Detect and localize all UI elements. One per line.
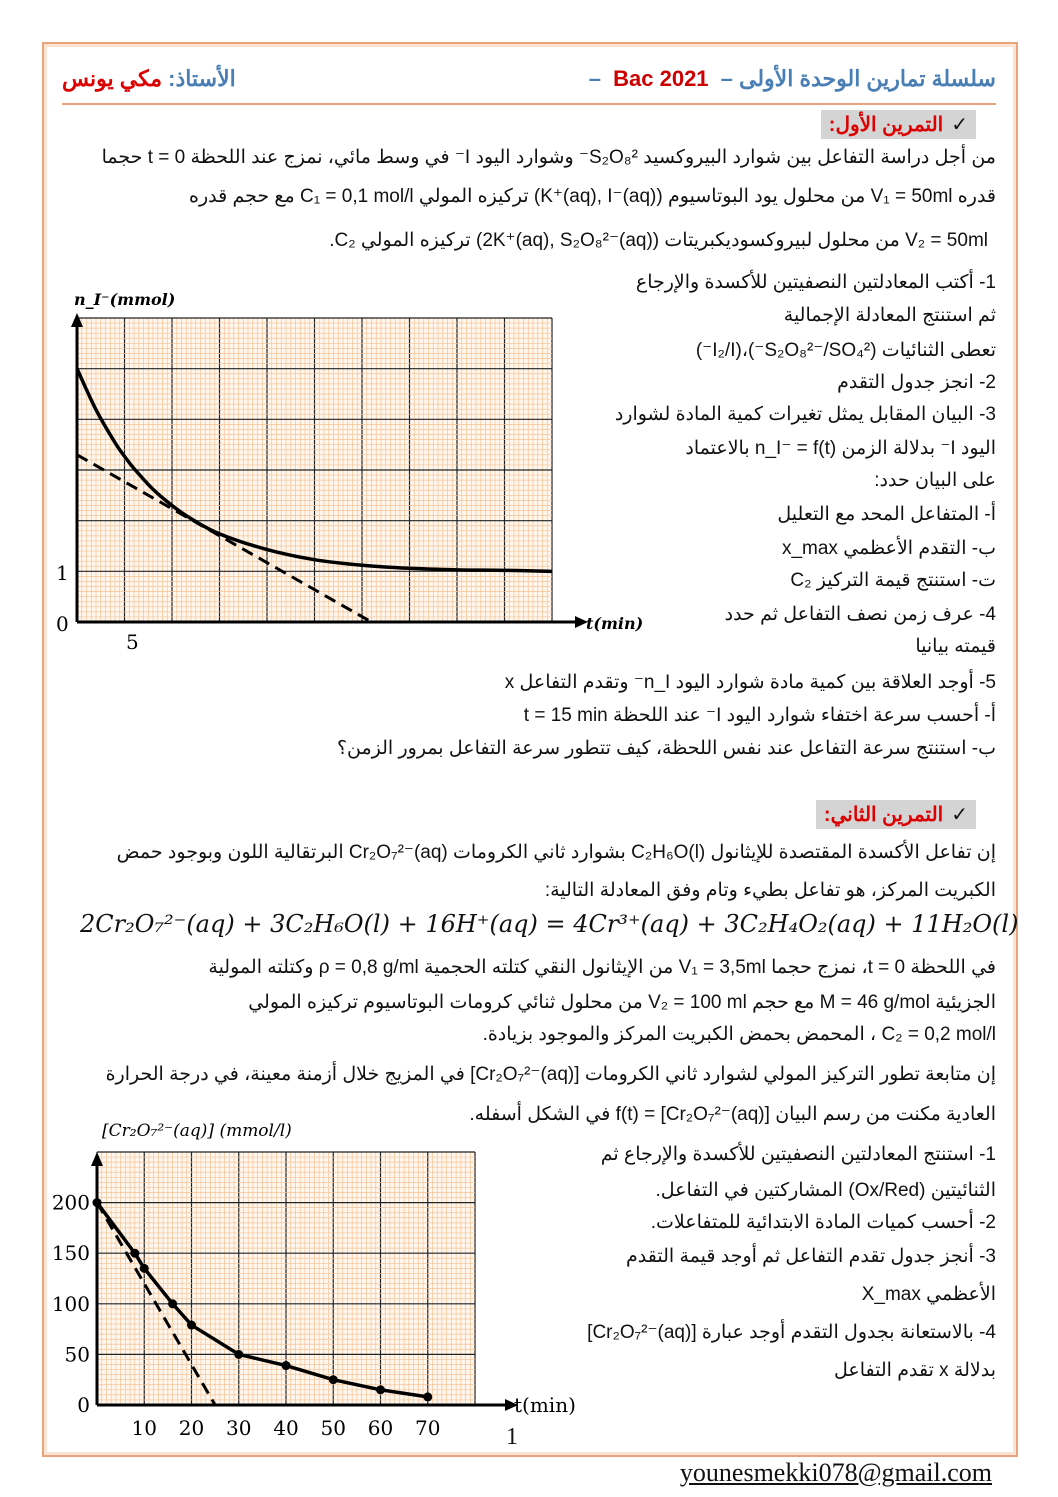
chart1-x-tick-5: 5 [126, 630, 139, 654]
ex1-question: تعطى الثنائيات (S₂O₈²⁻/SO₄²⁻)،(I₂/I⁻) [695, 340, 996, 361]
ex1-question: أ- أحسب سرعة اختفاء شوارد اليود I⁻ عند اللحظة t = 15 min [523, 705, 996, 726]
ex2-question: 4- بالاستعانة بجدول التقدم أوجد عبارة [Cr₂O₇²⁻(aq)] [587, 1322, 996, 1343]
data-point [130, 1249, 139, 1258]
x-tick-label: 10 [131, 1416, 157, 1440]
exercise2-heading [816, 800, 976, 829]
x-tick-label: 50 [320, 1416, 346, 1440]
ex1-question: على البيان حدد: [874, 470, 996, 491]
ex1-question: 3- البيان المقابل يمثل تغيرات كمية المادة لشوارد [614, 404, 996, 425]
data-point [140, 1264, 149, 1273]
exercise1-title: التمرين الأول: [828, 114, 944, 136]
ex1-question: 1- أكتب المعادلتين النصفيتين للأكسدة والإرجاع [635, 272, 996, 293]
author-name: مكي يونس [62, 66, 163, 91]
ex1-question: ب- التقدم الأعظمي x_max [781, 538, 996, 559]
ex1-intro-line: من أجل دراسة التفاعل بين شوارد البيروكسيد S₂O₈²⁻ وشوارد اليود I⁻ في وسط مائي، نمزج عند اللحظة t = 0 حجما [101, 147, 996, 168]
y-tick-label: 50 [64, 1342, 90, 1367]
ex1-question: اليود I⁻ بدلالة الزمن n_I⁻ = f(t) بالاعتماد [685, 438, 996, 459]
chart1-x-label: t(min) [586, 614, 644, 633]
ex1-question: 5- أوجد العلاقة بين كمية مادة شوارد اليود n_I⁻ وتقدم التفاعل x [504, 672, 996, 693]
ex2-data-line: الجزيئية M = 46 g/mol مع حجم V₂ = 100 ml من محلول ثنائي كرومات البوتاسيوم تركيزه المولي [248, 992, 996, 1013]
check-icon: ✓ [951, 804, 968, 826]
ex1-question: أ- المتفاعل المحد مع التعليل [777, 504, 996, 525]
header-divider [62, 103, 996, 105]
chart1-y-label: n_I⁻(mmol) [74, 290, 176, 309]
data-point [187, 1321, 196, 1330]
title-dash: – [588, 66, 601, 91]
x-tick-label: 30 [226, 1416, 252, 1440]
data-point [376, 1385, 385, 1394]
ex2-question: 3- أنجز جدول تقدم التفاعل ثم أوجد قيمة التقدم [626, 1246, 996, 1267]
title-bac: Bac 2021 [613, 66, 709, 91]
ex2-question: 2- أحسب كميات المادة الابتدائية للمتفاعلات. [650, 1212, 996, 1233]
y-tick-label: 100 [51, 1291, 90, 1316]
data-point [423, 1392, 432, 1401]
document-title [589, 66, 996, 92]
chart-dichromate-concentration [40, 1110, 600, 1450]
ex2-intro-line: الكبريت المركز، هو تفاعل بطيء وتام وفق المعادلة التالية: [544, 880, 996, 901]
ex2-data-line: C₂ = 0,2 mol/l ، المحمض بحمض الكبريت المركز والموجود بزيادة. [482, 1024, 996, 1045]
ex2-data-line: في اللحظة t = 0، نمزج حجما V₁ = 3,5ml من الإيثانول النقي كتلته الحجمية ρ = 0,8 g/ml وكتلته المولية [208, 957, 996, 978]
chart1-grid [77, 318, 552, 622]
ex1-question: 2- انجز جدول التقدم [837, 372, 996, 393]
ex1-intro-line: قدره V₁ = 50ml من محلول يود البوتاسيوم (K⁺(aq), I⁻(aq)) تركيزه المولي C₁ = 0,1 mol/l مع حجم قدره [189, 186, 996, 207]
data-point [234, 1350, 243, 1359]
ex1-question: 4- عرف زمن نصف التفاعل ثم حدد [724, 604, 996, 625]
chart1-origin-label: 0 [56, 612, 69, 636]
author-label: الأستاذ: [168, 66, 236, 91]
data-point [329, 1375, 338, 1384]
page-number: 1 [506, 1424, 518, 1450]
ex2-question: الأعظمي X_max [861, 1284, 996, 1305]
ex2-data-line: إن متابعة تطور التركيز المولي لشوارد ثاني الكرومات [Cr₂O₇²⁻(aq)] في المزيج خلال أزمنة معينة، في درجة الحرارة [105, 1064, 996, 1085]
chart1-y-tick-1: 1 [56, 561, 69, 585]
data-point [282, 1361, 291, 1370]
x-tick-label: 20 [178, 1416, 205, 1440]
ex1-question: قيمته بيانيا [915, 636, 996, 657]
chart2-y-label: [Cr₂O₇²⁻(aq)] (mmol/l) [102, 1121, 292, 1141]
x-tick-label: 40 [273, 1416, 299, 1440]
x-tick-label: 70 [415, 1416, 441, 1440]
ex2-data-line: العادية مكنت من رسم البيان [Cr₂O₇²⁻(aq)] = f(t) في الشكل أسفله. [469, 1104, 996, 1125]
ex1-intro-line: V₂ = 50ml من محلول لبيروكسوديكبريتات (2K⁺(aq), S₂O₈²⁻(aq)) تركيزه المولي C₂. [329, 230, 988, 251]
ex1-question: ت- استنتج قيمة التركيز C₂ [790, 570, 996, 591]
data-point [168, 1299, 177, 1308]
chart2-x-label: t(min) [514, 1393, 576, 1417]
title-text: سلسلة تمارين الوحدة الأولى – [720, 66, 996, 91]
exercise2-title: التمرين الثاني: [823, 804, 944, 826]
ex2-question: 1- استنتج المعادلتين النصفيتين للأكسدة والإرجاع ثم [600, 1144, 996, 1165]
y-tick-label: 150 [51, 1241, 90, 1266]
y-tick-label: 0 [77, 1393, 90, 1417]
x-tick-label: 60 [367, 1416, 394, 1440]
ex1-question: ب- استنتج سرعة التفاعل عند نفس اللحظة، كيف تتطور سرعة التفاعل بمرور الزمن؟ [336, 738, 996, 759]
chart-iodide-amount [40, 285, 644, 660]
ex1-question: ثم استنتج المعادلة الإجمالية [783, 305, 996, 326]
ex2-question: الثنائيتين (Ox/Red) المشاركتين في التفاعل. [655, 1180, 996, 1201]
reaction-equation: 2Cr₂O₇²⁻(aq) + 3C₂H₆O(l) + 16H⁺(aq) = 4Cr³⁺(aq) + 3C₂H₄O₂(aq) + 11H₂O(l) [80, 910, 1019, 938]
y-tick-label: 200 [51, 1190, 90, 1215]
ex2-question: بدلالة x تقدم التفاعل [834, 1360, 996, 1381]
author [62, 66, 236, 92]
exercise1-heading [821, 110, 976, 139]
author-email[interactable]: younesmekki078@gmail.com [679, 1458, 992, 1487]
ex2-intro-line: إن تفاعل الأكسدة المقتصدة للإيثانول C₂H₆O(l) بشوارد ثاني الكرومات Cr₂O₇²⁻(aq) البرتقالية اللون وبوجود حمض [116, 842, 996, 863]
check-icon: ✓ [951, 114, 968, 136]
